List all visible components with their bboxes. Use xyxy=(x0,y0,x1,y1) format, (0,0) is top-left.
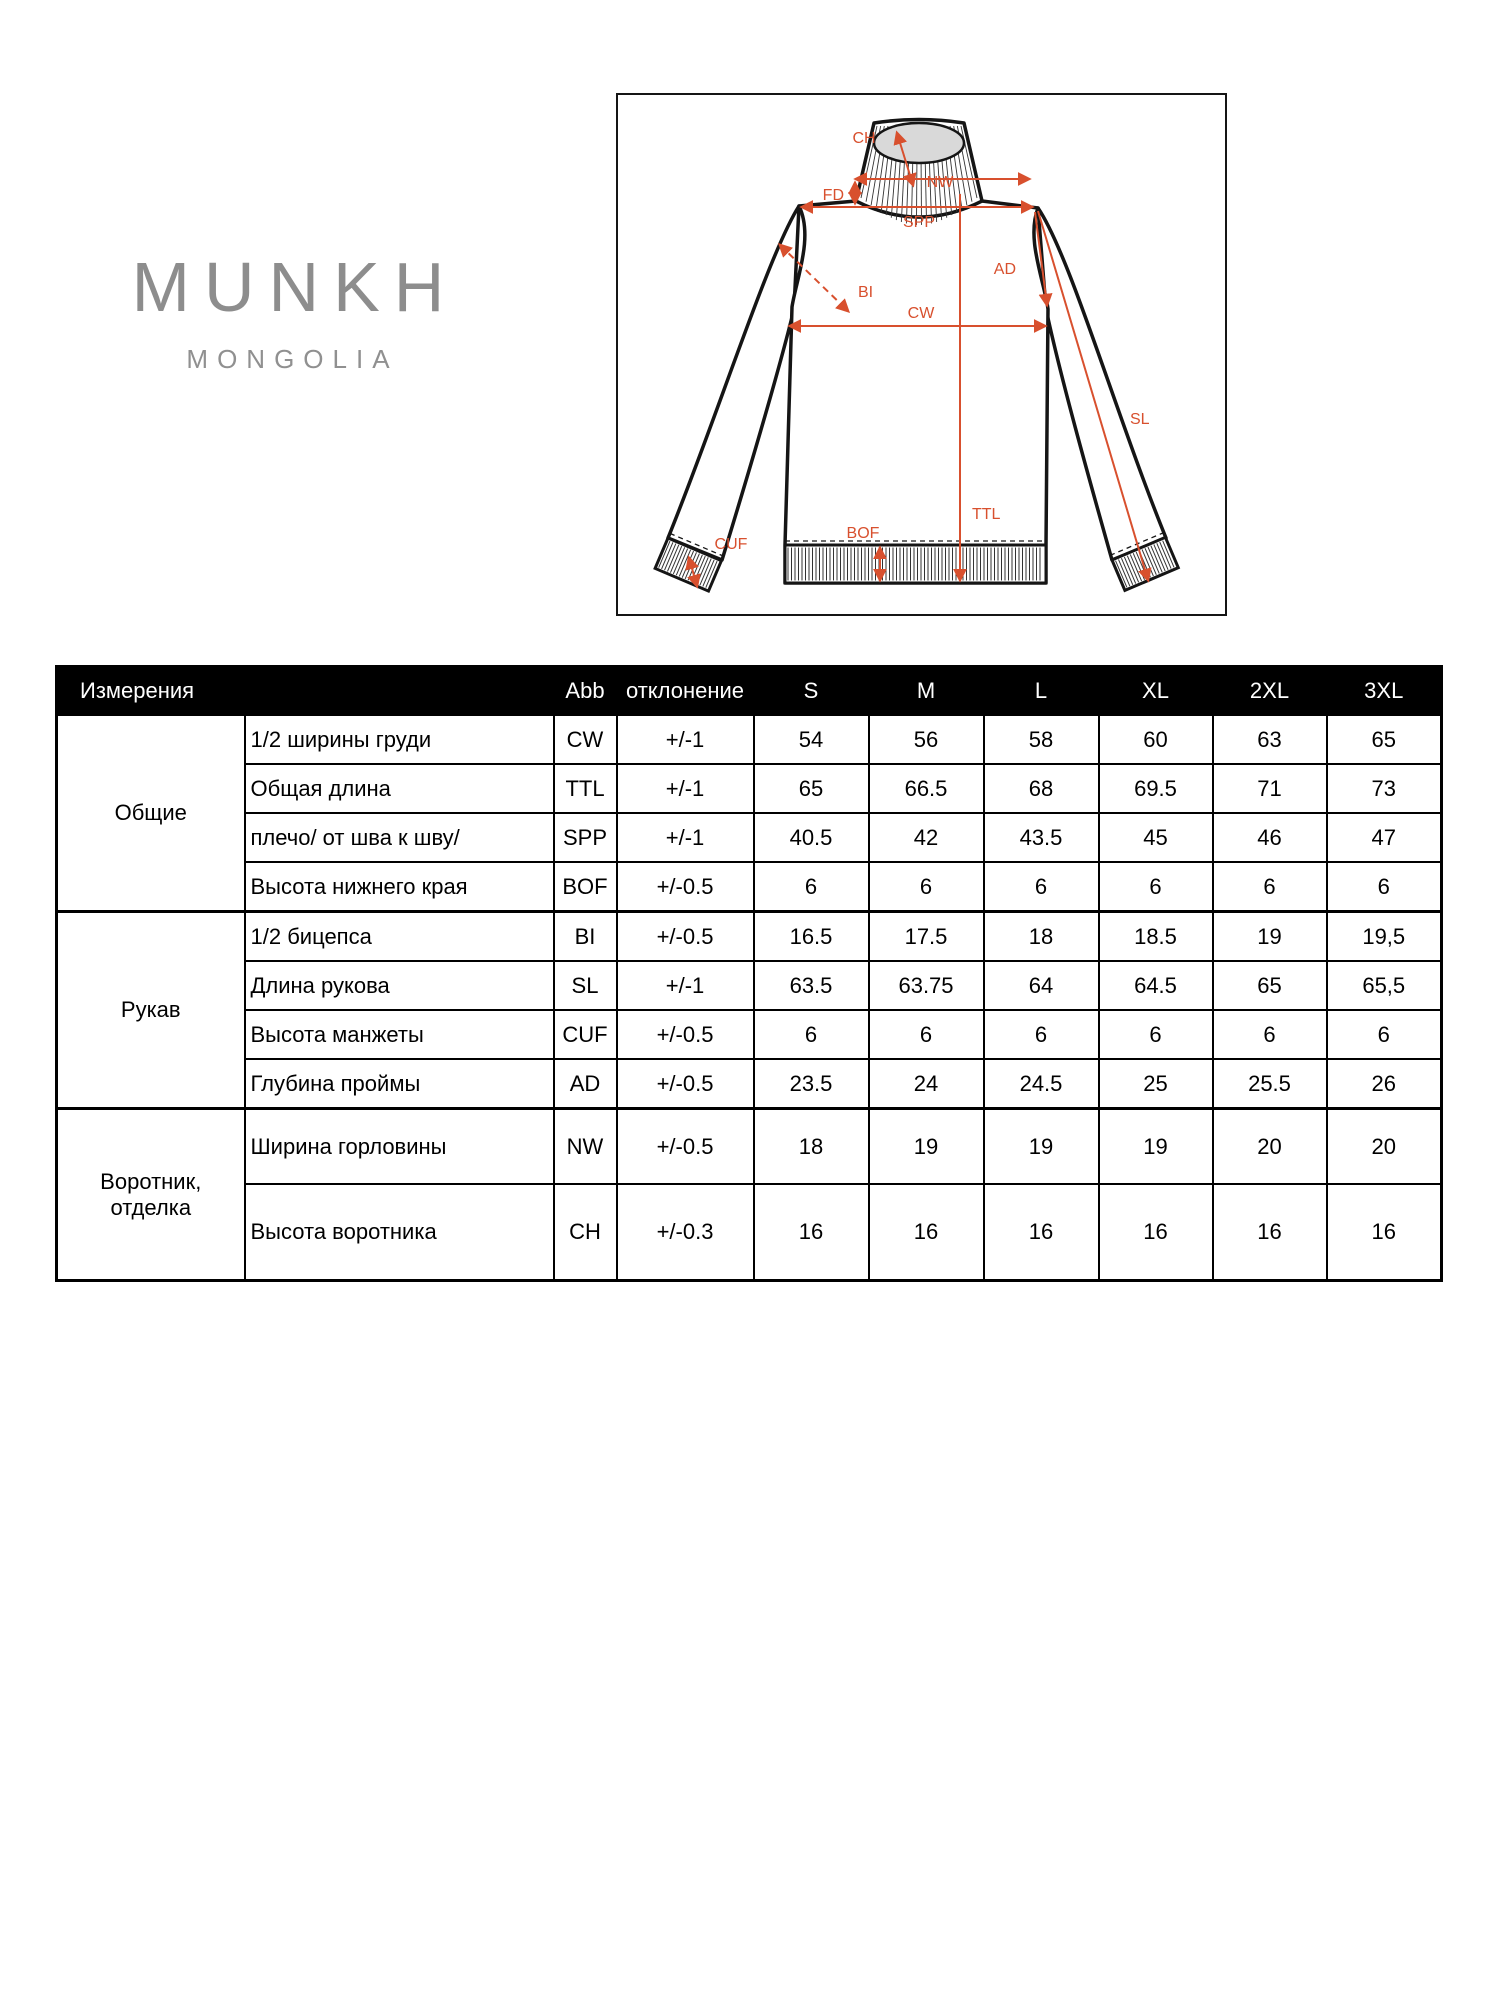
abbreviation-cell: TTL xyxy=(554,764,617,813)
value-cell-l: 19 xyxy=(984,1109,1099,1185)
value-cell-l: 64 xyxy=(984,961,1099,1010)
measurement-name-cell: Высота воротника xyxy=(245,1184,554,1281)
value-cell-m: 66.5 xyxy=(869,764,984,813)
value-cell-3xl: 65,5 xyxy=(1327,961,1442,1010)
measurement-name-cell: Общая длина xyxy=(245,764,554,813)
measurement-name-cell: Длина рукова xyxy=(245,961,554,1010)
diagram-label-ch: CH xyxy=(852,130,876,147)
value-cell-m: 16 xyxy=(869,1184,984,1281)
value-cell-3xl: 73 xyxy=(1327,764,1442,813)
value-cell-xl: 19 xyxy=(1099,1109,1213,1185)
value-cell-xl: 64.5 xyxy=(1099,961,1213,1010)
table-row xyxy=(57,1010,1442,1059)
value-cell-3xl: 20 xyxy=(1327,1109,1442,1185)
table-row xyxy=(57,813,1442,862)
value-cell-xl: 45 xyxy=(1099,813,1213,862)
diagram-label-cuf: CUF xyxy=(714,536,748,553)
value-cell-s: 18 xyxy=(754,1109,869,1185)
header-size-2xl: 2XL xyxy=(1213,667,1327,715)
brand-name: MUNKH xyxy=(131,248,459,326)
value-cell-s: 6 xyxy=(754,862,869,912)
group-cell: Общие xyxy=(57,715,245,912)
diagram-label-bof: BOF xyxy=(846,525,880,542)
deviation-cell: +/-1 xyxy=(617,764,754,813)
measurement-name-cell: 1/2 ширины груди xyxy=(245,715,554,765)
table-row xyxy=(57,1184,1442,1281)
group-cell: Воротник, отделка xyxy=(57,1109,245,1281)
value-cell-xl: 18.5 xyxy=(1099,912,1213,962)
measurement-name-cell: 1/2 бицепса xyxy=(245,912,554,962)
diagram-label-spp: SPP xyxy=(902,214,936,231)
abbreviation-cell: BI xyxy=(554,912,617,962)
value-cell-2xl: 65 xyxy=(1213,961,1327,1010)
value-cell-xl: 6 xyxy=(1099,1010,1213,1059)
value-cell-l: 16 xyxy=(984,1184,1099,1281)
measurement-name-cell: Высота нижнего края xyxy=(245,862,554,912)
value-cell-3xl: 6 xyxy=(1327,862,1442,912)
value-cell-s: 63.5 xyxy=(754,961,869,1010)
measurement-name-cell: плечо/ от шва к шву/ xyxy=(245,813,554,862)
header-size-l: L xyxy=(984,667,1099,715)
value-cell-m: 24 xyxy=(869,1059,984,1109)
value-cell-3xl: 26 xyxy=(1327,1059,1442,1109)
value-cell-m: 19 xyxy=(869,1109,984,1185)
table-row xyxy=(57,1109,1442,1185)
value-cell-3xl: 16 xyxy=(1327,1184,1442,1281)
value-cell-xl: 16 xyxy=(1099,1184,1213,1281)
table-row xyxy=(57,961,1442,1010)
abbreviation-cell: CH xyxy=(554,1184,617,1281)
deviation-cell: +/-1 xyxy=(617,813,754,862)
header-deviation: отклонение xyxy=(617,667,754,715)
diagram-label-sl: SL xyxy=(1130,411,1150,428)
value-cell-3xl: 19,5 xyxy=(1327,912,1442,962)
abbreviation-cell: AD xyxy=(554,1059,617,1109)
header-measurements: Измерения xyxy=(57,667,554,715)
value-cell-xl: 25 xyxy=(1099,1059,1213,1109)
value-cell-l: 43.5 xyxy=(984,813,1099,862)
value-cell-m: 56 xyxy=(869,715,984,765)
table-row xyxy=(57,764,1442,813)
deviation-cell: +/-0.5 xyxy=(617,1059,754,1109)
value-cell-2xl: 25.5 xyxy=(1213,1059,1327,1109)
deviation-cell: +/-0.5 xyxy=(617,862,754,912)
measurement-name-cell: Ширина горловины xyxy=(245,1109,554,1185)
value-cell-xl: 60 xyxy=(1099,715,1213,765)
value-cell-m: 63.75 xyxy=(869,961,984,1010)
abbreviation-cell: NW xyxy=(554,1109,617,1185)
value-cell-2xl: 20 xyxy=(1213,1109,1327,1185)
diagram-label-fd: FD xyxy=(822,187,844,204)
abbreviation-cell: CUF xyxy=(554,1010,617,1059)
abbreviation-cell: SL xyxy=(554,961,617,1010)
sweater-body xyxy=(785,201,1048,583)
abbreviation-cell: CW xyxy=(554,715,617,765)
diagram-label-nw: NW xyxy=(926,174,954,191)
deviation-cell: +/-0.3 xyxy=(617,1184,754,1281)
value-cell-m: 17.5 xyxy=(869,912,984,962)
value-cell-l: 68 xyxy=(984,764,1099,813)
table-row xyxy=(57,862,1442,912)
value-cell-l: 6 xyxy=(984,1010,1099,1059)
value-cell-l: 18 xyxy=(984,912,1099,962)
hem-band xyxy=(785,541,1046,583)
value-cell-2xl: 16 xyxy=(1213,1184,1327,1281)
table-row xyxy=(57,912,1442,962)
value-cell-s: 40.5 xyxy=(754,813,869,862)
value-cell-m: 6 xyxy=(869,862,984,912)
value-cell-s: 16 xyxy=(754,1184,869,1281)
deviation-cell: +/-1 xyxy=(617,715,754,765)
value-cell-m: 6 xyxy=(869,1010,984,1059)
brand-subtitle: MONGOLIA xyxy=(186,344,399,374)
value-cell-3xl: 65 xyxy=(1327,715,1442,765)
value-cell-3xl: 47 xyxy=(1327,813,1442,862)
diagram-label-bi: BI xyxy=(858,284,874,301)
deviation-cell: +/-0.5 xyxy=(617,912,754,962)
measurement-name-cell: Глубина проймы xyxy=(245,1059,554,1109)
value-cell-2xl: 6 xyxy=(1213,862,1327,912)
measurement-table xyxy=(55,665,1443,1282)
deviation-cell: +/-0.5 xyxy=(617,1109,754,1185)
value-cell-s: 65 xyxy=(754,764,869,813)
brand-logo xyxy=(112,248,464,375)
header-size-xl: XL xyxy=(1099,667,1213,715)
diagram-label-ad: AD xyxy=(993,261,1016,278)
group-cell: Рукав xyxy=(57,912,245,1109)
value-cell-l: 24.5 xyxy=(984,1059,1099,1109)
deviation-cell: +/-0.5 xyxy=(617,1010,754,1059)
abbreviation-cell: SPP xyxy=(554,813,617,862)
value-cell-xl: 6 xyxy=(1099,862,1213,912)
value-cell-m: 42 xyxy=(869,813,984,862)
value-cell-s: 6 xyxy=(754,1010,869,1059)
header-abb: Abb xyxy=(554,667,617,715)
header-size-s: S xyxy=(754,667,869,715)
value-cell-2xl: 63 xyxy=(1213,715,1327,765)
table-row xyxy=(57,1059,1442,1109)
value-cell-s: 16.5 xyxy=(754,912,869,962)
value-cell-s: 23.5 xyxy=(754,1059,869,1109)
measurement-name-cell: Высота манжеты xyxy=(245,1010,554,1059)
sl-arrow xyxy=(1038,211,1148,580)
diagram-label-ttl: TTL xyxy=(972,506,1001,523)
value-cell-2xl: 71 xyxy=(1213,764,1327,813)
table-header-row xyxy=(57,667,1442,715)
value-cell-2xl: 6 xyxy=(1213,1010,1327,1059)
value-cell-l: 6 xyxy=(984,862,1099,912)
sweater-diagram xyxy=(618,95,1225,614)
value-cell-2xl: 46 xyxy=(1213,813,1327,862)
header-size-m: M xyxy=(869,667,984,715)
value-cell-s: 54 xyxy=(754,715,869,765)
table-row xyxy=(57,715,1442,765)
diagram-frame xyxy=(616,93,1227,616)
value-cell-xl: 69.5 xyxy=(1099,764,1213,813)
deviation-cell: +/-1 xyxy=(617,961,754,1010)
value-cell-l: 58 xyxy=(984,715,1099,765)
abbreviation-cell: BOF xyxy=(554,862,617,912)
value-cell-3xl: 6 xyxy=(1327,1010,1442,1059)
diagram-label-cw: CW xyxy=(907,305,935,322)
value-cell-2xl: 19 xyxy=(1213,912,1327,962)
header-size-3xl: 3XL xyxy=(1327,667,1442,715)
